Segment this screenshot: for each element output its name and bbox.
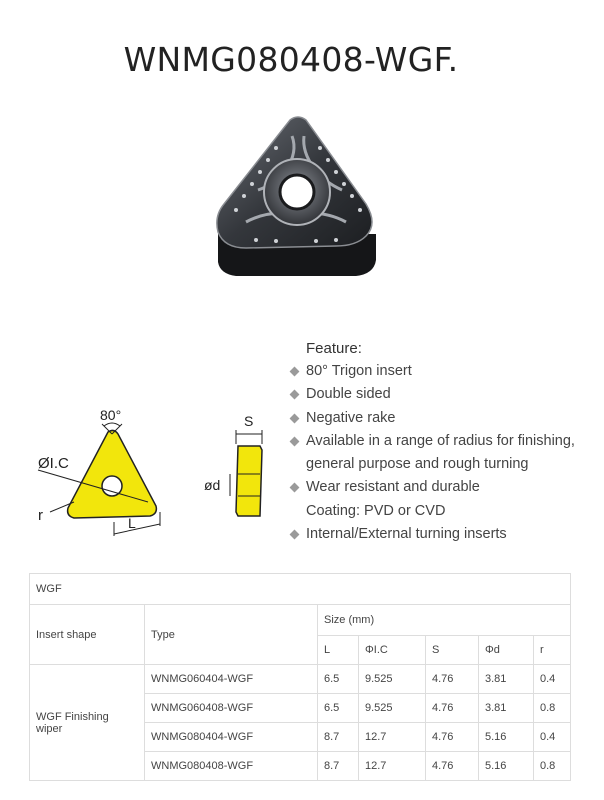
s-cell: 4.76 [426,723,479,752]
feature-continuation: Coating: PVD or CVD [306,502,446,519]
insert-shape-diagram [30,398,175,540]
insert-side-diagram [200,408,280,523]
feature-item: Internal/External turning inserts [288,523,588,546]
feature-item: Double sided [288,383,588,406]
diamond-bullet-icon [290,483,300,493]
features-heading: Feature: [306,340,362,357]
shape-cell: WGF Finishing wiper [30,665,145,781]
diamond-bullet-icon [290,367,300,377]
diamond-bullet-icon [290,390,300,400]
diamond-bullet-icon [290,436,300,446]
insert-product-image [206,112,382,282]
ic-cell: 9.525 [359,665,426,694]
page-title: WNMG080408-WGF. [123,40,459,79]
length-label: L [128,515,136,531]
ic-cell: 9.525 [359,694,426,723]
d-cell: 3.81 [479,694,534,723]
d-cell: 5.16 [479,752,534,781]
header-insert-shape: Insert shape [30,605,145,665]
features-list [288,340,588,546]
feature-item: 80° Trigon insert [288,360,588,383]
r-cell: 0.8 [534,752,571,781]
header-type: Type [145,605,318,665]
feature-item: Wear resistant and durable [288,476,588,499]
section-title: WGF [30,574,571,605]
header-l: L [318,636,359,665]
feature-item: Available in a range of radius for finishing, [288,430,588,453]
d-cell: 3.81 [479,665,534,694]
header-r: r [534,636,571,665]
spec-table [29,573,571,781]
thickness-label: S [244,413,254,429]
angle-label: 80° [100,407,122,423]
header-d: Φd [479,636,534,665]
header-s: S [426,636,479,665]
diamond-bullet-icon [290,413,300,423]
l-cell: 8.7 [318,752,359,781]
header-ic: ΦI.C [359,636,426,665]
l-cell: 6.5 [318,665,359,694]
s-cell: 4.76 [426,665,479,694]
l-cell: 6.5 [318,694,359,723]
feature-item: Negative rake [288,407,588,430]
l-cell: 8.7 [318,723,359,752]
d-cell: 5.16 [479,723,534,752]
type-cell: WNMG080404-WGF [145,723,318,752]
bore-label: ød [204,477,221,493]
r-cell: 0.4 [534,665,571,694]
ic-cell: 12.7 [359,723,426,752]
table-header-row [30,605,571,636]
s-cell: 4.76 [426,752,479,781]
type-cell: WNMG060404-WGF [145,665,318,694]
diamond-bullet-icon [290,530,300,540]
s-cell: 4.76 [426,694,479,723]
header-size: Size (mm) [318,605,571,636]
radius-label: r [38,507,43,524]
r-cell: 0.8 [534,694,571,723]
type-cell: WNMG060408-WGF [145,694,318,723]
table-section-row [30,574,571,605]
r-cell: 0.4 [534,723,571,752]
type-cell: WNMG080408-WGF [145,752,318,781]
ic-label: ØI.C [38,455,69,472]
ic-cell: 12.7 [359,752,426,781]
table-row [30,665,571,694]
feature-continuation: general purpose and rough turning [306,456,529,473]
